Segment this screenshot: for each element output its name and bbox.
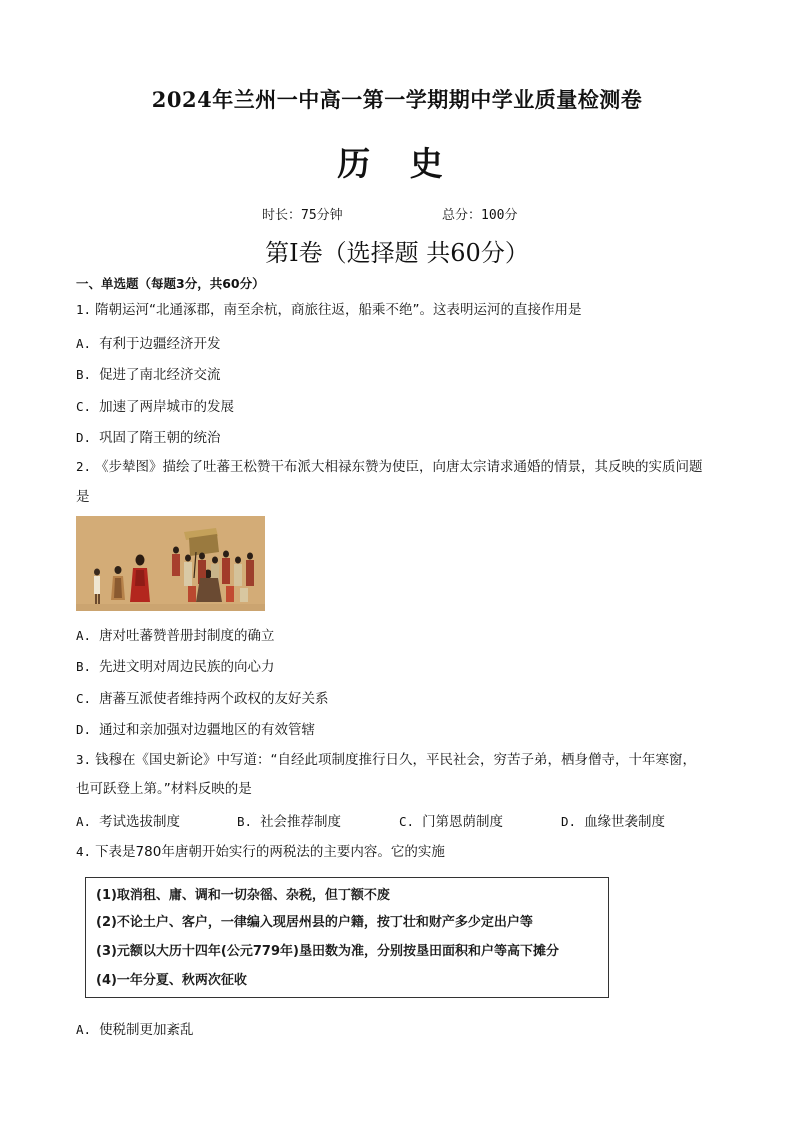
question-text: 下表是780年唐朝开始实行的两税法的主要内容。它的实施	[95, 844, 445, 860]
question-1-option-d[interactable]	[76, 426, 221, 446]
tax-law-table	[85, 877, 609, 998]
question-3-stem	[76, 750, 696, 770]
table-row: (2)不论土户、客户，一律编入现居州县的户籍，按丁壮和财产多少定出户等	[96, 915, 533, 930]
option-text: 血缘世袭制度	[584, 814, 666, 830]
option-letter: A.	[76, 814, 92, 829]
question-3-option-b[interactable]	[237, 810, 341, 830]
question-1-option-b[interactable]	[76, 363, 221, 383]
option-text: 通过和亲加强对边疆地区的有效管辖	[99, 722, 316, 738]
question-number: 3.	[76, 752, 92, 767]
question-text: 《步辇图》描绘了吐蕃王松赞干布派大相禄东赞为使臣，向唐太宗请求通婚的情景，其反映的实质问题	[95, 459, 703, 475]
option-letter: B.	[76, 659, 92, 674]
table-row: (4)一年分夏、秋两次征收	[96, 973, 247, 988]
option-text: 巩固了隋王朝的统治	[99, 430, 221, 446]
option-text: 门第恩荫制度	[422, 814, 504, 830]
question-3-option-c[interactable]	[399, 810, 503, 830]
question-number: 1.	[76, 302, 92, 317]
duration-label: 时长：75分钟	[262, 208, 343, 223]
question-2-stem-continued: 是	[76, 489, 90, 505]
option-text: 考试选拔制度	[99, 814, 181, 830]
question-2-option-d[interactable]	[76, 718, 315, 738]
part-title: 一、单选题（每题3分，共60分）	[76, 276, 265, 291]
question-4-stem	[76, 842, 445, 862]
question-2-option-a[interactable]	[76, 624, 275, 644]
option-letter: A.	[76, 336, 92, 351]
option-text: 唐蕃互派使者维持两个政权的友好关系	[99, 691, 329, 707]
question-text: 隋朝运河“北通涿郡，南至余杭，商旅往返，船乘不绝”。这表明运河的直接作用是	[95, 302, 582, 318]
bunian-tu-painting	[76, 516, 265, 611]
option-letter: C.	[76, 399, 92, 414]
exam-title: 2024年兰州一中高一第一学期期中学业质量检测卷	[151, 87, 643, 112]
question-3-stem-continued: 也可跃登上第。”材料反映的是	[76, 781, 252, 797]
question-1-option-a[interactable]	[76, 332, 221, 352]
option-letter: D.	[76, 722, 92, 737]
option-letter: D.	[76, 430, 92, 445]
option-letter: B.	[76, 367, 92, 382]
option-text: 促进了南北经济交流	[99, 367, 221, 383]
option-text: 使税制更加紊乱	[99, 1022, 194, 1038]
option-text: 加速了两岸城市的发展	[99, 399, 235, 415]
option-text: 先进文明对周边民族的向心力	[99, 659, 275, 675]
table-row: (1)取消租、庸、调和一切杂徭、杂税，但丁额不废	[96, 888, 390, 903]
option-text: 社会推荐制度	[260, 814, 342, 830]
section-title: 第Ⅰ卷（选择题 共60分）	[265, 239, 529, 267]
question-1-option-c[interactable]	[76, 395, 234, 415]
option-text: 有利于边疆经济开发	[99, 336, 221, 352]
question-3-option-a[interactable]	[76, 810, 180, 830]
option-letter: C.	[76, 691, 92, 706]
option-letter: C.	[399, 814, 415, 829]
question-number: 4.	[76, 844, 92, 859]
option-text: 唐对吐蕃赞普册封制度的确立	[99, 628, 275, 644]
question-3-option-d[interactable]	[561, 810, 665, 830]
question-4-option-a[interactable]	[76, 1018, 194, 1038]
question-number: 2.	[76, 459, 92, 474]
question-2-stem	[76, 457, 703, 477]
question-2-option-b[interactable]	[76, 655, 275, 675]
question-2-option-c[interactable]	[76, 687, 329, 707]
option-letter: A.	[76, 628, 92, 643]
total-score-label: 总分：100分	[442, 208, 518, 223]
option-letter: A.	[76, 1022, 92, 1037]
question-text: 钱穆在《国史新论》中写道：“自经此项制度推行日久，平民社会，穷苦子弟，栖身僧寺，十年寒窗，	[95, 752, 697, 768]
option-letter: B.	[237, 814, 253, 829]
option-letter: D.	[561, 814, 577, 829]
table-row: (3)元额以大历十四年(公元779年)垦田数为准，分别按垦田面积和户等高下摊分	[96, 944, 559, 959]
question-1-stem	[76, 300, 582, 320]
subject-title: 历 史	[337, 144, 457, 183]
